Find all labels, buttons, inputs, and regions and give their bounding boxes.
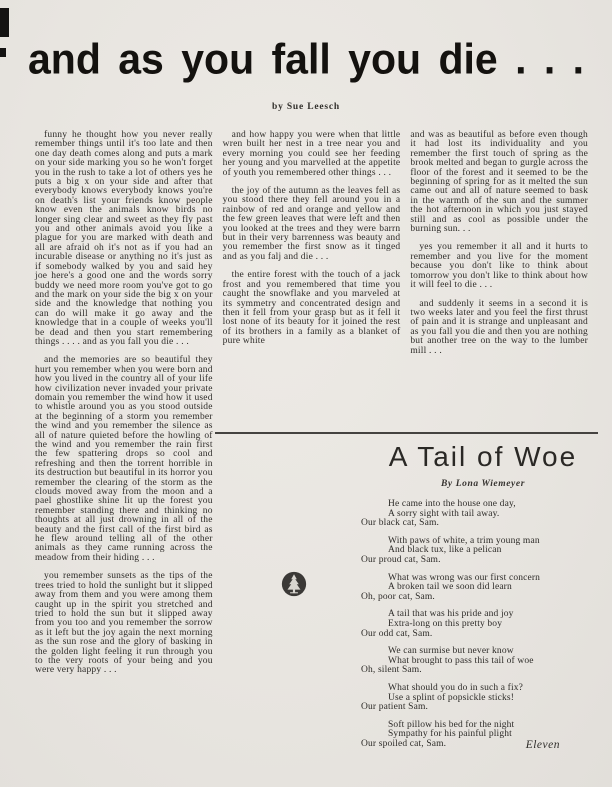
poem-line: We can surmise but never know [388, 646, 514, 657]
article-paragraph: and the memories are so beautiful they hurt you remember when you were born and how you lived in the country all of your life how civilization never invaded your private domain you remember the wind how it used to whistle around you as you stood outside at the beginning of a storm you remember the wind and you remember the silence as all of nature quieted before the howling of the wind and you remember the rain first the few spattering drops so cool and refreshing and then the torrent horrible in its destruction but beautiful in its horror you remember the clearing of the storm as the clouds moved away from the moon and a pael ghostlike shine lit up the forest you remember standing there and thinking no thoughts at all just drowning in all of the beauty and the first call of the first bird as he flew around telling all of the other animals as they came running across the meadow from their hiding . . . [35, 355, 213, 563]
poem-line: Sympathy for his painful plight [388, 729, 512, 740]
article-paragraph: funny he thought how you never really remember things until it's too late and then one day death comes along and puts a mark on your side marking you so he won't forget you in the rush to take a lot of others yes he puts a big x on your side and after that everybody knows everybody knows you're on death's list your friends know people know even the animals know birds no longer sing clear and sweet as they fly past you and other animals avoid you like a plague for you are marked with death and all are afraid oh it's not as if you had an incurable disease or anything no it's just as if somebody walked by you and said hey joe here's a good one and the words sorry buddy we need more room you've got to go and the mark on your side the big x on your side and the knowledge that nothing you can do will make it go away and the knowledge that in a couple of weeks you'll be dead and then you start remembering things . . . . and as you fall you die . . . [35, 130, 213, 347]
poem-line: He came into the house one day, [388, 499, 516, 509]
poem-line: A broken tail we soon did learn [388, 582, 512, 593]
article-paragraph: and was as beautiful as before even though it had lost its individuality and you remember the first touch of spring as the brook melted and began to gurgle across the floor of the forest and it seemed to be the beginning of spring for as it melted the sun came out and all of nature seemed to bask in the warmth of the sun and the summer the hot afternoon in which you just stayed still and as cool as possible under the burning sun. . . [410, 130, 589, 235]
article-paragraph: the joy of the autumn as the leaves fell as you stood there they fell around you in a rainbow of red and orange and yellow and the few green leaves that were left and then you looked at the trees and they were barrn but in their very barrenness was beauty and you remember the first snow as it tinged and as you falj and die . . . [222, 186, 401, 262]
poem-line: And black tux, like a pelican [388, 545, 502, 556]
poem-line: What brought to pass this tail of woe [388, 655, 534, 666]
poem-line: Soft pillow his bed for the night [388, 719, 515, 730]
tree-medallion-icon [281, 571, 307, 597]
poem-refrain: Oh, silent Sam. [361, 665, 422, 676]
poem-stanza [361, 646, 592, 676]
poem-stanza [361, 719, 592, 750]
article-paragraph: and suddenly it seems in a second it is two weeks later and you feel the first thrust of pain and it is strange and unpleasant and as you fall you die and then you are nothing but another tree on the way to the lumber mill . . . [410, 298, 589, 356]
poem-line: Extra-long on this pretty boy [388, 618, 503, 629]
poem-line: What was wrong was our first concern [388, 572, 541, 583]
article-title: and as you fall you die . . . [27, 35, 585, 83]
poem-line: What should you do in such a fix? [388, 682, 524, 693]
poem-stanza [361, 535, 592, 566]
page-number: Eleven [525, 739, 560, 751]
poem-stanza [361, 609, 592, 639]
poem-refrain: Our black cat, Sam. [361, 518, 440, 529]
article-column-1 [35, 131, 213, 685]
poem-body [361, 499, 592, 749]
poem-stanza [361, 572, 592, 603]
poem-stanza [361, 682, 592, 713]
poem-line: A tail that was his pride and joy [388, 609, 514, 620]
poem-line: A sorry sight with tail away. [388, 508, 500, 519]
section-divider [215, 432, 598, 434]
poem-title: A Tail of Woe [388, 441, 578, 472]
poem-refrain: Our odd cat, Sam. [361, 628, 433, 639]
poem-refrain: Our spoiled cat, Sam. [361, 738, 447, 749]
article-paragraph: the entire forest with the touch of a jack frost and you remembered that time you caught the snowflake and you marveled at its symmetry and concentrated design and then it fell from your grasp but as it fell it lost none of its beauty for it joined the rest of its brothers in a family as a blanket of pure white [222, 270, 401, 347]
poem-refrain: Oh, poor cat, Sam. [361, 591, 435, 602]
poem-line: Use a splint of popsickle sticks! [388, 692, 515, 703]
poem-refrain: Our patient Sam. [361, 702, 429, 713]
article-paragraph: and how happy you were when that little wren built her nest in a tree near you and every morning you could see her feeding her young and you marvelled at the appetite of youth you remembered other things . . . [222, 130, 401, 178]
scan-edge-mark [0, 8, 9, 37]
article-paragraph: you remember sunsets as the tips of the trees tried to hold the sunlight but it slipped away from them and you were among them caught up in the spirit you stretched and tried to hold the sun but it slipped away from you too and you remember the sorrow as it left but the joy again the next morning as the sun rose and the glory of basking in the golden light feeling it run through you to the very roots of your being and you were very happy . . . [35, 571, 213, 676]
article-paragraph: yes you remember it all and it hurts to remember and you live for the moment because you don't like to think about tomorrow you don't like to think about how it will feel to die . . . [410, 242, 589, 291]
article-byline: by Sue Leesch [272, 102, 340, 112]
poem-section [361, 441, 592, 757]
poem-line: With paws of white, a trim young man [388, 535, 540, 546]
poem-refrain: Our proud cat, Sam. [361, 554, 441, 565]
poem-byline: By Lona Wiemeyer [440, 479, 525, 489]
poem-stanza [361, 499, 592, 529]
